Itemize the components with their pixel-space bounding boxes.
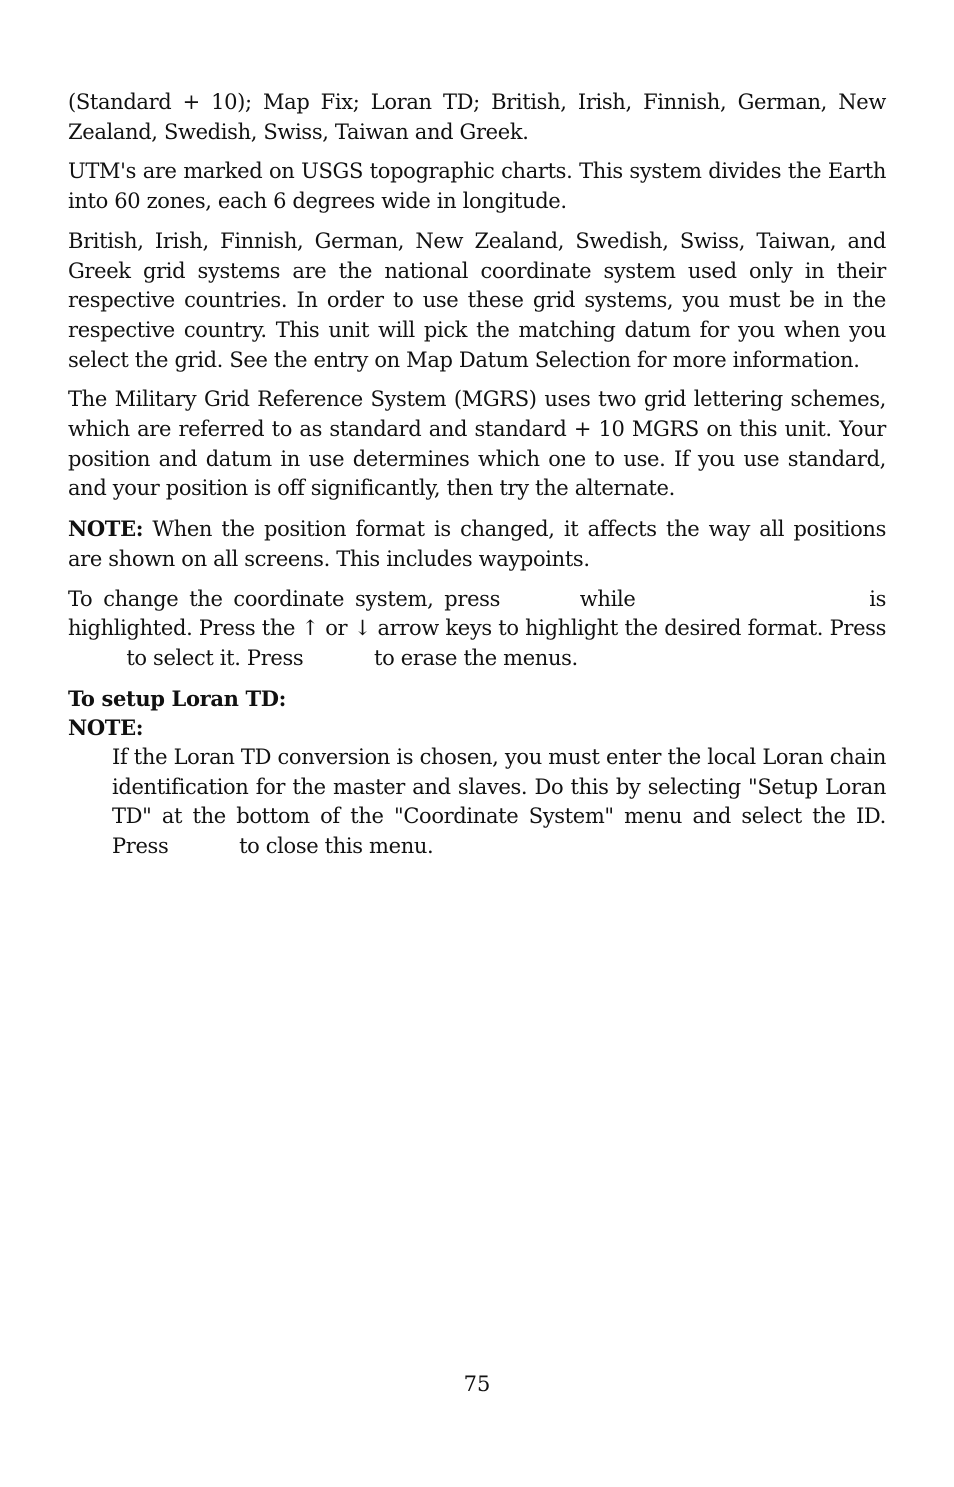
loran-note-label: NOTE: [68, 715, 144, 741]
note-position-format [68, 514, 886, 574]
instruction-part-2: while [579, 586, 636, 611]
note-label: NOTE: [68, 516, 144, 542]
paragraph-change-coordinates [68, 585, 886, 674]
loran-heading: To setup Loran TD: [68, 685, 286, 711]
instruction-part-5: to erase the menus. [373, 645, 578, 670]
paragraph-utm: UTM's are marked on USGS topographic charts. This system divides the Earth into 60 zones, each 6 degrees wide in longitude. [68, 159, 886, 214]
loran-text-part-2: to close this menu. [239, 834, 434, 859]
note-text: When the position format is changed, it affects the way all positions are shown on all screens. This includes waypoints. [68, 517, 886, 571]
instruction-part-1: To change the coordinate system, press [68, 586, 501, 611]
paragraph-national-grids: British, Irish, Finnish, German, New Zealand, Swedish, Swiss, Taiwan, and Greek grid systems are the national coordinate system used only in their respective countries. In order to use these grid systems, you must be in the respective country. This unit will pick the matching datum for you when you select the grid. See the entry on Map Datum Selection for more information. [68, 228, 886, 372]
loran-note-text [112, 743, 886, 862]
paragraph-grid-list: (Standard + 10); Map Fix; Loran TD; British, Irish, Finnish, German, New Zealand, Swedish, Swiss, Taiwan and Greek. [68, 90, 886, 144]
instruction-part-4: to select it. Press [126, 645, 304, 670]
instruction-part-3: is highlighted. Press the ↑ or ↓ arrow keys to highlight the desired format. Press [68, 586, 886, 641]
page-number: 75 [463, 1372, 491, 1396]
paragraph-mgrs: The Military Grid Reference System (MGRS) uses two grid lettering schemes, which are referred to as standard and standard + 10 MGRS on this unit. Your position and datum in use determines which one to use. If you use standard, and your position is off significantly, then try the alternate. [68, 387, 886, 501]
loran-text-part-1: If the Loran TD conversion is chosen, you must enter the local Loran chain identification for the master and slaves. Do this by selecting "Setup Loran TD" at the bottom of the "Coordinate System" menu and select the ID. Press [112, 745, 886, 859]
page-body [68, 88, 886, 862]
